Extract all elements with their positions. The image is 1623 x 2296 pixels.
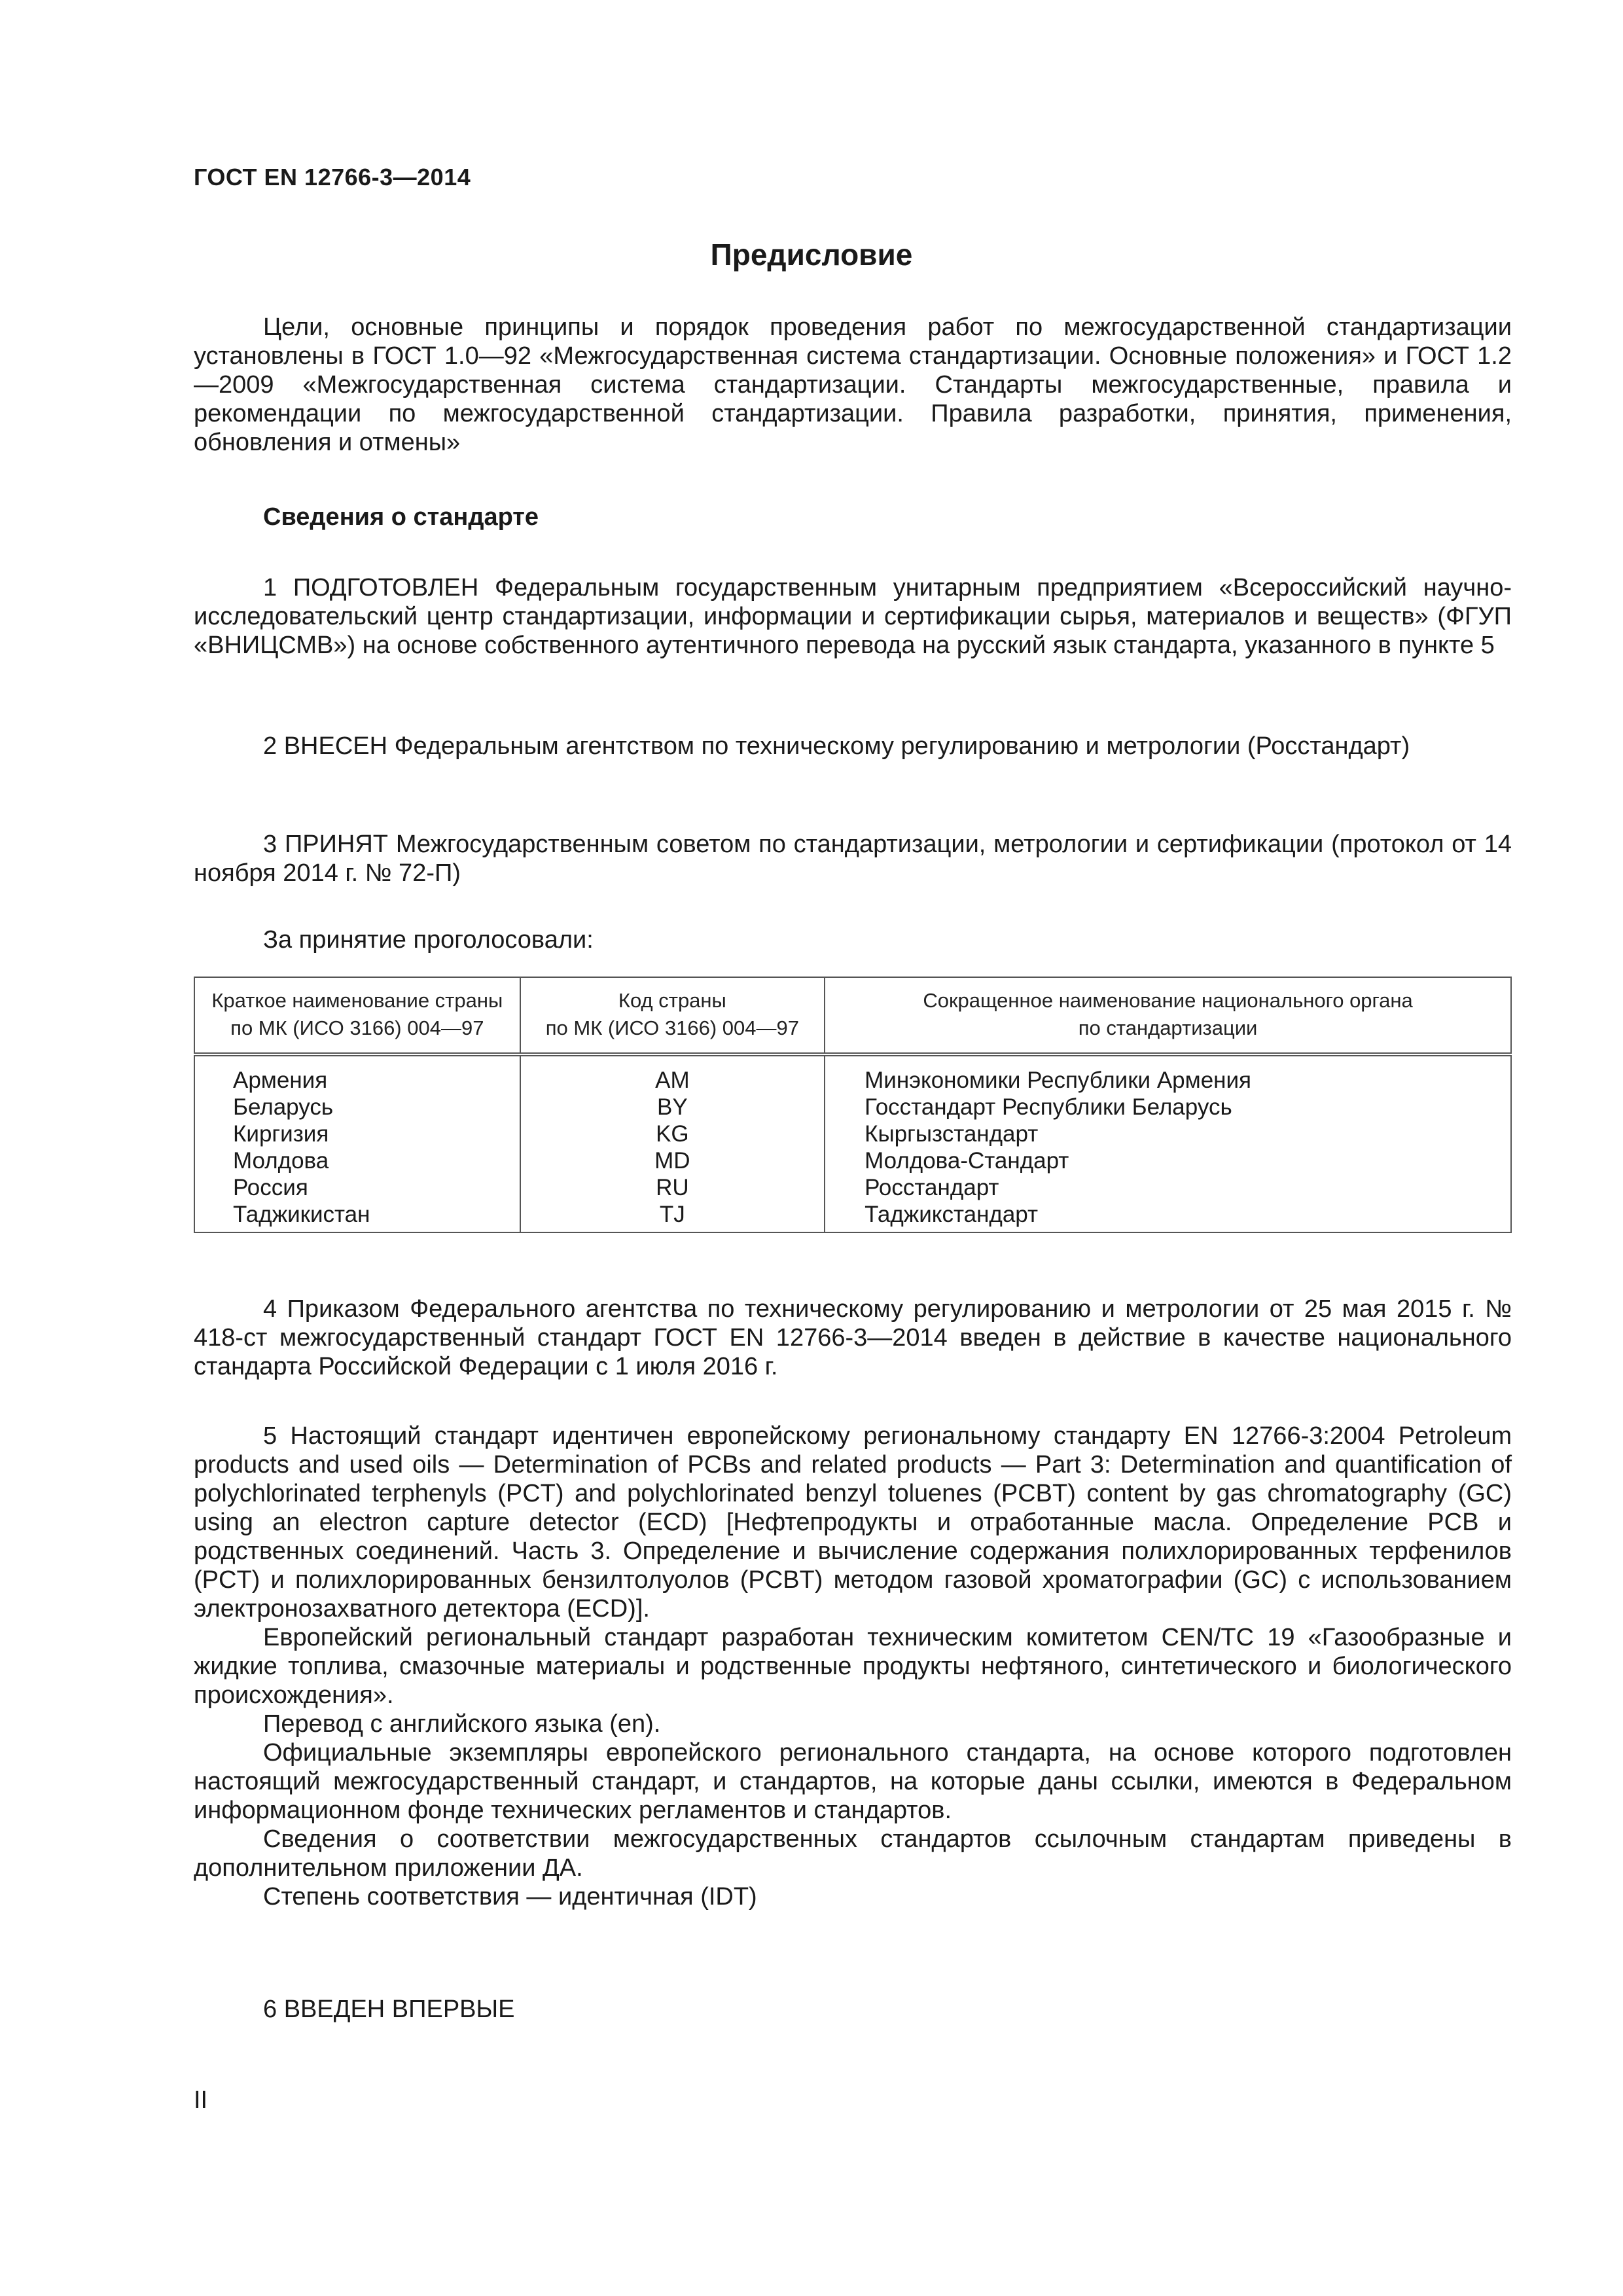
table-header-body	[825, 977, 1511, 1054]
item-3-text: 3 ПРИНЯТ Межгосударственным советом по стандартизации, метрологии и сертификации (протокол от 14 ноября 2014 г. № 72-П)	[194, 831, 1512, 887]
voting-table	[194, 977, 1512, 1233]
item-1	[194, 573, 1512, 660]
item-2-text: 2 ВНЕСЕН Федеральным агентством по техническому регулированию и метрологии (Росстандарт)	[263, 732, 1410, 760]
code-cell: BY	[520, 1094, 825, 1121]
page-title: Предисловие	[710, 238, 913, 272]
body-cell: Молдова-Стандарт	[825, 1147, 1511, 1174]
item-1-text: 1 ПОДГОТОВЛЕН Федеральным государственным унитарным предприятием «Всероссийский научно-исследовательский центр стандартизации, информации и сертификации сырья, материалов и веществ» (ФГУП «ВНИЦСМВ») на основе собственного аутентичного перевода на русский язык стандарта, указанного в пункте 5	[194, 574, 1512, 659]
header-line: по МК (ИСО 3166) 004—97	[545, 1016, 800, 1039]
item-5-text: 5 Настоящий стандарт идентичен европейскому региональному стандарту EN 12766-3:2004 Petroleum products and used oils — Determination of PCBs and related products — Part 3: Determination and quantification of polychlorinated terphenyls (PCT) and polychlorinated benzyl toluenes (PCBT) content by gas chromatography (GC) using an electron capture detector (ECD) [Нефтепродукты и отработанные масла. Определение PCB и родственных соединений. Часть 3. Определение и вычисление содержания полихлорированных терфенилов (PCT) и полихлорированных бензилтолуолов (PCBT) методом газовой хроматографии (GC) с использованием электронозахватного детектора (ECD)].	[194, 1422, 1512, 1623]
table-header-country	[194, 977, 520, 1054]
body-cell: Минэкономики Республики Армения	[825, 1054, 1511, 1094]
code-cell: TJ	[520, 1201, 825, 1232]
info-heading: Сведения о стандарте	[263, 503, 539, 531]
table-row	[194, 1121, 1511, 1147]
item-5-conformity-info: Сведения о соответствии межгосударственных стандартов ссылочным стандартам приведены в дополнительном приложении ДА.	[194, 1825, 1512, 1882]
vote-label-block	[194, 925, 1512, 954]
country-cell: Таджикистан	[194, 1201, 520, 1232]
code-cell: KG	[520, 1121, 825, 1147]
item-3	[194, 830, 1512, 888]
body-cell: Кыргызстандарт	[825, 1121, 1511, 1147]
intro-text: Цели, основные принципы и порядок проведения работ по межгосударственной стандартизации установлены в ГОСТ 1.0—92 «Межгосударственная система стандартизации. Основные положения» и ГОСТ 1.2—2009 «Межгосударственная система стандартизации. Стандарты межгосударственные, правила и рекомендации по межгосударственной стандартизации. Правила разработки, принятия, применения, обновления и отмены»	[194, 314, 1512, 456]
item-4	[194, 1295, 1512, 1381]
item-6	[194, 1995, 1512, 2024]
item-2	[194, 732, 1512, 761]
info-heading-block	[194, 503, 1512, 531]
item-6-text: 6 ВВЕДЕН ВПЕРВЫЕ	[263, 1996, 515, 2023]
body-cell: Росстандарт	[825, 1174, 1511, 1201]
header-line: по МК (ИСО 3166) 004—97	[230, 1016, 484, 1039]
table-row	[194, 1201, 1511, 1232]
item-5-translation: Перевод с английского языка (en).	[263, 1710, 661, 1738]
table-row	[194, 1094, 1511, 1121]
item-5-official-copies: Официальные экземпляры европейского регионального стандарта, на основе которого подготовлен настоящий межгосударственный стандарт, и стандартов, на которые даны ссылки, имеются в Федеральном информационном фонде технических регламентов и стандартов.	[194, 1739, 1512, 1824]
code-cell: MD	[520, 1147, 825, 1174]
item-5	[194, 1422, 1512, 1911]
intro-paragraph	[194, 313, 1512, 457]
header-line: Сокращенное наименование национального органа	[923, 989, 1413, 1012]
body-cell: Таджикстандарт	[825, 1201, 1511, 1232]
vote-label: За принятие проголосовали:	[263, 926, 594, 954]
code-cell: RU	[520, 1174, 825, 1201]
table-header-row	[194, 977, 1511, 1054]
page-number: II	[194, 2087, 208, 2114]
country-cell: Беларусь	[194, 1094, 520, 1121]
item-5-committee: Европейский региональный стандарт разработан техническим комитетом CEN/TC 19 «Газообразные и жидкие топлива, смазочные материалы и родственные продукты нефтяного, синтетического и биологического происхождения».	[194, 1624, 1512, 1709]
header-line: Краткое наименование страны	[211, 989, 503, 1012]
country-cell: Армения	[194, 1054, 520, 1094]
table-header-code	[520, 977, 825, 1054]
country-cell: Россия	[194, 1174, 520, 1201]
item-5-degree: Степень соответствия — идентичная (IDT)	[263, 1883, 757, 1910]
table-row	[194, 1054, 1511, 1094]
header-line: Код страны	[618, 989, 726, 1012]
table-row	[194, 1174, 1511, 1201]
item-4-text: 4 Приказом Федерального агентства по техническому регулированию и метрологии от 25 мая 2015 г. № 418-ст межгосударственный стандарт ГОСТ EN 12766-3—2014 введен в действие в качестве национального стандарта Российской Федерации с 1 июля 2016 г.	[194, 1295, 1512, 1380]
country-cell: Молдова	[194, 1147, 520, 1174]
country-cell: Киргизия	[194, 1121, 520, 1147]
table-row	[194, 1147, 1511, 1174]
body-cell: Госстандарт Республики Беларусь	[825, 1094, 1511, 1121]
header-line: по стандартизации	[1078, 1016, 1258, 1039]
document-code: ГОСТ EN 12766-3—2014	[194, 164, 471, 190]
code-cell: AM	[520, 1054, 825, 1094]
